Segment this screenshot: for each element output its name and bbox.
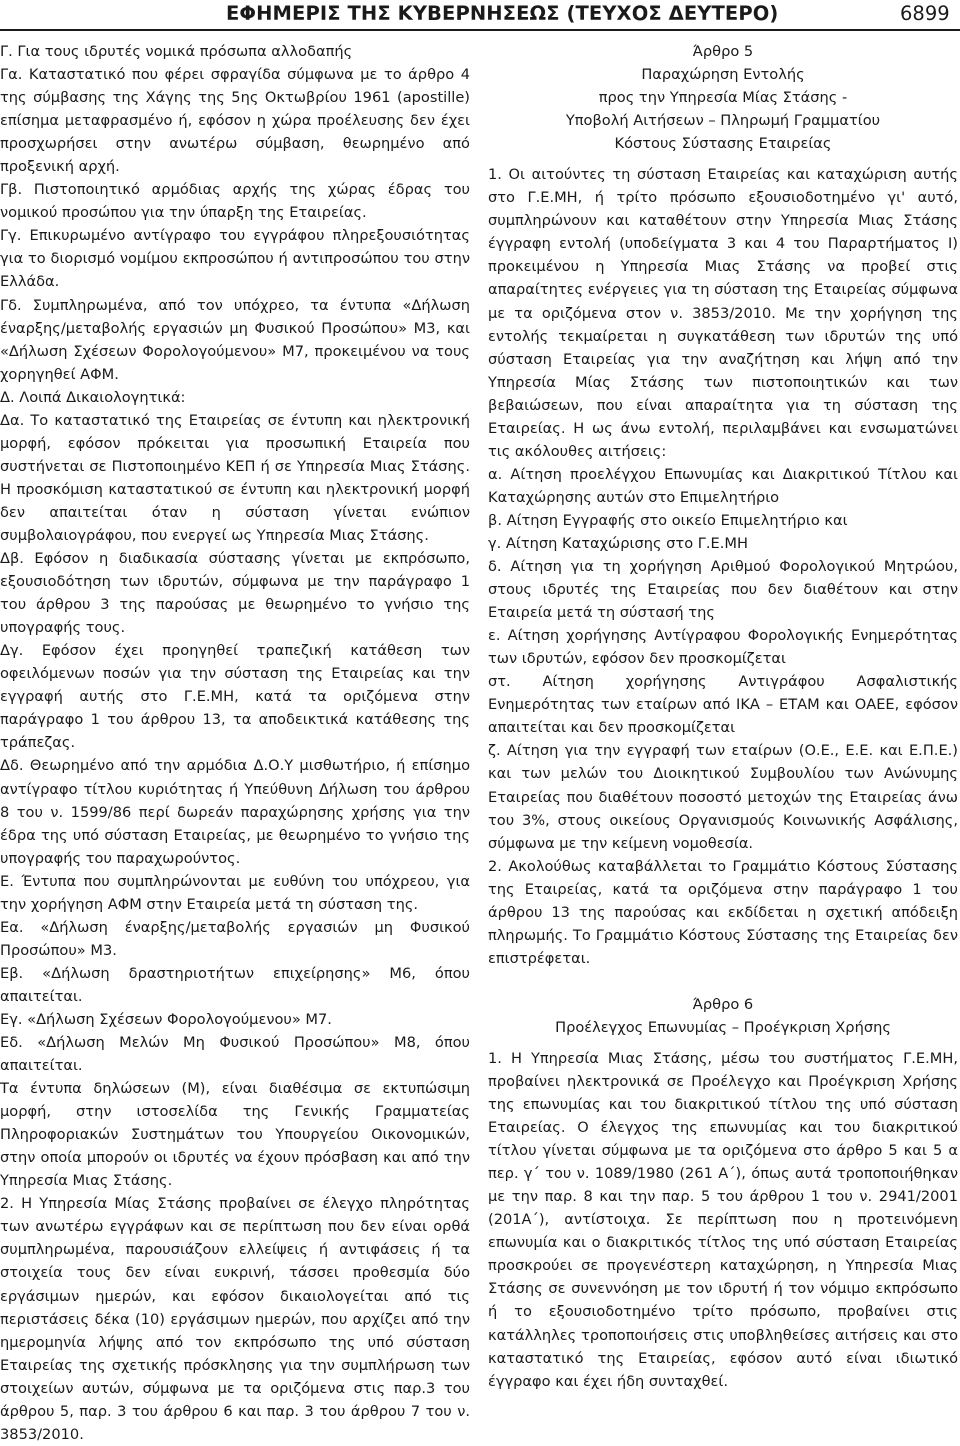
paragraph: Δα. Το καταστατικό της Εταιρείας σε έντυπη και ηλεκτρονική μορφή, εφόσον πρόκειται για προσωπική Εταιρεία που συστήνεται σε Πιστοποιημένο ΚΕΠ ή σε Υπηρεσία Μιας Στάσης. Η προσκόμιση καταστατικού σε έντυπη και ηλεκτρονική μορφή δεν απαιτείται όταν η σύσταση γίνεται ενώπιον συμβολαιογράφου, που ενεργεί ως Υπηρεσία Μιας Στάσης.: [0, 411, 470, 544]
left-column: [0, 40, 470, 1446]
paragraph: 2. Ακολούθως καταβάλλεται το Γραμμάτιο Κόστους Σύστασης της Εταιρείας, κατά τα οριζόμενα στην παράγραφο 1 του άρθρου 13 της παρούσας και εκδίδεται η σχετική απόδειξη πληρωμής. Το Γραμμάτιο Κόστους Σύστασης της Εταιρείας δεν επιστρέφεται.: [488, 857, 958, 967]
page-number: 6899: [900, 2, 950, 25]
gazette-title: ΕΦΗΜΕΡΙΣ ΤΗΣ ΚΥΒΕΡΝΗΣΕΩΣ (ΤΕΥΧΟΣ ΔΕΥΤΕΡΟ): [226, 2, 779, 25]
list-item: στ. Αίτηση χορήγησης Αντιγράφου Ασφαλιστικής Ενημερότητας των εταίρων από ΙΚΑ – ΕΤΑΜ και ΟΑΕΕ, εφόσον απαιτείται και δεν προσκομίζεται: [488, 673, 958, 737]
paragraph: Δδ. Θεωρημένο από την αρμόδια Δ.Ο.Υ μισθωτήριο, ή επίσημο αντίγραφο τίτλου κυριότητας ή Υπεύθυνη Δήλωση του άρθρου 8 του ν. 1599/86 περί δωρεάν παραχώρησης χρήσης για την έδρα της υπό σύσταση Εταιρείας, με θεωρημένο το γνήσιο της υπογραφής του παραχωρούντος.: [0, 757, 470, 867]
article-5-heading: Άρθρο 5: [692, 43, 754, 60]
paragraph: Δγ. Εφόσον έχει προηγηθεί τραπεζική κατάθεση των οφειλόμενων ποσών για την σύσταση της Εταιρείας και την εγγραφή αυτής στο Γ.Ε.ΜΗ, κατά τα οριζόμενα στην παράγραφο 1 του άρθρου 13, τα αποδεικτικά κατάθεσης της τράπεζας.: [0, 642, 470, 752]
article-6-heading: Άρθρο 6: [692, 995, 754, 1013]
paragraph: Εα. «Δήλωση έναρξης/μεταβολής εργασιών μη Φυσικού Προσώπου» Μ3.: [0, 918, 470, 959]
paragraph: Γβ. Πιστοποιητικό αρμόδιας αρχής της χώρας έδρας του νομικού προσώπου για την ύπαρξη της Εταιρείας.: [0, 181, 470, 222]
paragraph: Εδ. «Δήλωση Μελών Μη Φυσικού Προσώπου» Μ8, όπου απαιτείται.: [0, 1034, 470, 1075]
paragraph: Ε. Έντυπα που συμπληρώνονται με ευθύνη του υπόχρεου, για την χορήγηση ΑΦΜ στην Εταιρεία μετά τη σύσταση της.: [0, 872, 470, 913]
paragraph: Γα. Καταστατικό που φέρει σφραγίδα σύμφωνα με το άρθρο 4 της σύμβασης της Χάγης της 5ης Οκτωβρίου 1961 (apostille) επίσημα μεταφρασμένο ή, εφόσον η χώρα προέλευσης δεν έχει προσχωρήσει στην ανωτέρω σύμβαση, θεωρημένο από προξενική αρχή.: [0, 66, 470, 176]
paragraph: 1. Η Υπηρεσία Μιας Στάσης, μέσω του συστήματος Γ.Ε.ΜΗ, προβαίνει ηλεκτρονικά σε Προέλεγχο και Προέγκριση Χρήσης της επωνυμίας και του διακριτικού τίτλου της υπό σύσταση Εταιρείας. Ο έλεγχος της επωνυμίας και του διακριτικού τίτλου γίνεται σύμφωνα με τα οριζόμενα στο άρθρο 5 και 5 α περ. γ΄ του ν. 1089/1980 (261 Α΄), όπως αυτά τροποποιήθηκαν με την παρ. 8 και την παρ. 5 του άρθρου 1 του ν. 2941/2001 (201Α΄), αντίστοιχα. Σε περίπτωση που η προτεινόμενη επωνυμία και ο διακριτικός τίτλος της υπό σύσταση Εταιρείας προσκρούει σε προγενέστερη καταχώρηση, η Υπηρεσία Μιας Στάσης σε συνεννόηση με τον ιδρυτή ή τον νόμιμο εκπρόσωπο ή το εξουσιοδοτημένο τρίτο πρόσωπο, προβαίνει στις κατάλληλες τροποποιήσεις στις υποβληθείσες αιτήσεις και στο καταστατικό της Εταιρείας, εφόσον αυτό είναι ιδιωτικό έγγραφο και έχει ήδη συνταχθεί.: [488, 1049, 958, 1390]
list-item: ζ. Αίτηση για την εγγραφή των εταίρων (Ο.Ε., Ε.Ε. και Ε.Π.Ε.) και των μελών του Διοικητικού Συμβουλίου των Ανώνυμης Εταιρείας που διαθέτουν ποσοστό μετοχών της Εταιρείας άνω του 3%, στους οικείους Οργανισμούς Κοινωνικής Ασφάλισης, σύμφωνα με την κείμενη νομοθεσία.: [488, 742, 958, 852]
list-item: α. Αίτηση προελέγχου Επωνυμίας και Διακριτικού Τίτλου και Καταχώρησης αυτών στο Επιμελητήριο: [488, 465, 958, 506]
paragraph: Εγ. «Δήλωση Σχέσεων Φορολογούμενου» Μ7.: [0, 1010, 332, 1028]
article-5-title-line: Κόστους Σύστασης Εταιρείας: [614, 135, 832, 153]
header-rule: [0, 29, 960, 31]
paragraph: Γγ. Επικυρωμένο αντίγραφο του εγγράφου πληρεξουσιότητας για το διορισμό νομίμου εκπροσώπου ή αντιπροσώπου του στην Ελλάδα.: [0, 227, 470, 291]
paragraph: Γ. Για τους ιδρυτές νομικά πρόσωπα αλλοδαπής: [0, 43, 353, 60]
paragraph: Τα έντυπα δηλώσεων (Μ), είναι διαθέσιμα σε εκτυπώσιμη μορφή, στην ιστοσελίδα της Γενικής Γραμματείας Πληροφοριακών Συστημάτων του Υπουργείου Οικονομικών, στην οποία μπορούν οι ιδρυτές να έχουν πρόσβαση και από την Υπηρεσία Μιας Στάσης.: [0, 1080, 470, 1190]
article-5-title-line: Υποβολή Αιτήσεων – Πληρωμή Γραμματίου: [565, 112, 881, 130]
paragraph: Δβ. Εφόσον η διαδικασία σύστασης γίνεται με εκπρόσωπο, εξουσιοδότηση των ιδρυτών, σύμφωνα με την παράγραφο 1 του άρθρου 3 της παρούσας με θεωρημένο το γνήσιο της υπογραφής τους.: [0, 550, 470, 637]
article-6-title: Προέλεγχος Επωνυμίας – Προέγκριση Χρήσης: [555, 1018, 891, 1036]
list-item: δ. Αίτηση για τη χορήγηση Αριθμού Φορολογικού Μητρώου, στους ιδρυτές της Εταιρείας που δεν διαθέτουν και στην Εταιρεία μετά τη σύστασή της: [488, 558, 958, 622]
list-item: β. Αίτηση Εγγραφής στο οικείο Επιμελητήριο και: [488, 511, 848, 529]
paragraph: 2. Η Υπηρεσία Μίας Στάσης προβαίνει σε έλεγχο πληρότητας των ανωτέρω εγγράφων και σε περίπτωση που δεν είναι ορθά συμπληρωμένα, παρουσιάζουν ελλείψεις ή αντιφάσεις ή τα στοιχεία τους δεν είναι ευκρινή, τάσσει προθεσμία δύο εργάσιμων ημερών, και εφόσον δικαιολογείται από τις περιστάσεις δέκα (10) εργάσιμων ημερών, που αρχίζει από την ημερομηνία λήψης από τον εκπρόσωπο της υπό σύσταση Εταιρείας της σχετικής πρόσκλησης για την συμπλήρωση των στοιχείων αυτών, σύμφωνα με τα οριζόμενα στις παρ.3 του άρθρου 5, παρ. 3 του άρθρου 6 και παρ. 3 του άρθρου 7 του ν. 3853/2010.: [0, 1195, 470, 1443]
page-header: [0, 0, 960, 30]
list-item: ε. Αίτηση χορήγησης Αντίγραφου Φορολογικής Ενημερότητας των ιδρυτών, εφόσον δεν προσκομίζεται: [488, 627, 958, 668]
article-5-title-line: προς την Υπηρεσία Μίας Στάσης -: [598, 89, 848, 107]
paragraph: Γδ. Συμπληρωμένα, από τον υπόχρεο, τα έντυπα «Δήλωση έναρξης/μεταβολής εργασιών μη Φυσικού Προσώπου» Μ3, και «Δήλωση Σχέσεων Φορολογούμενου» Μ7, προκειμένου να τους χορηγηθεί ΑΦΜ.: [0, 296, 470, 383]
article-5-title-line: Παραχώρηση Εντολής: [641, 66, 805, 84]
right-column: [488, 40, 958, 1393]
paragraph: Εβ. «Δήλωση δραστηριοτήτων επιχείρησης» Μ6, όπου απαιτείται.: [0, 964, 470, 1005]
paragraph: 1. Οι αιτούντες τη σύσταση Εταιρείας και καταχώριση αυτής στο Γ.Ε.ΜΗ, ή τρίτο πρόσωπο εξουσιοδοτημένο γι' αυτό, συμπληρώνουν και καταθέτουν στην Υπηρεσία Μιας Στάσης έγγραφη εντολή (υποδείγματα 3 και 4 του Παραρτήματος Ι) προκειμένου η Υπηρεσία Μιας Στάσης να προβεί στις απαραίτητες ενέργειες για τη σύσταση της Εταιρείας σύμφωνα με τα οριζόμενα στον ν. 3853/2010. Με την χορήγηση της εντολής τεκμαίρεται η συγκατάθεση των ιδρυτών της υπό σύσταση Εταιρείας για την αναζήτηση και λήψη από την Υπηρεσία Μίας Στάσης των πιστοποιητικών και των βεβαιώσεων, που είναι απαραίτητα για τη σύσταση της Εταιρείας. Η ως άνω εντολή, περιλαμβάνει και ενσωματώνει τις ακόλουθες αιτήσεις:: [488, 166, 958, 460]
paragraph: Δ. Λοιπά Δικαιολογητικά:: [0, 388, 186, 406]
list-item: γ. Αίτηση Καταχώρισης στο Γ.Ε.ΜΗ: [488, 534, 748, 552]
